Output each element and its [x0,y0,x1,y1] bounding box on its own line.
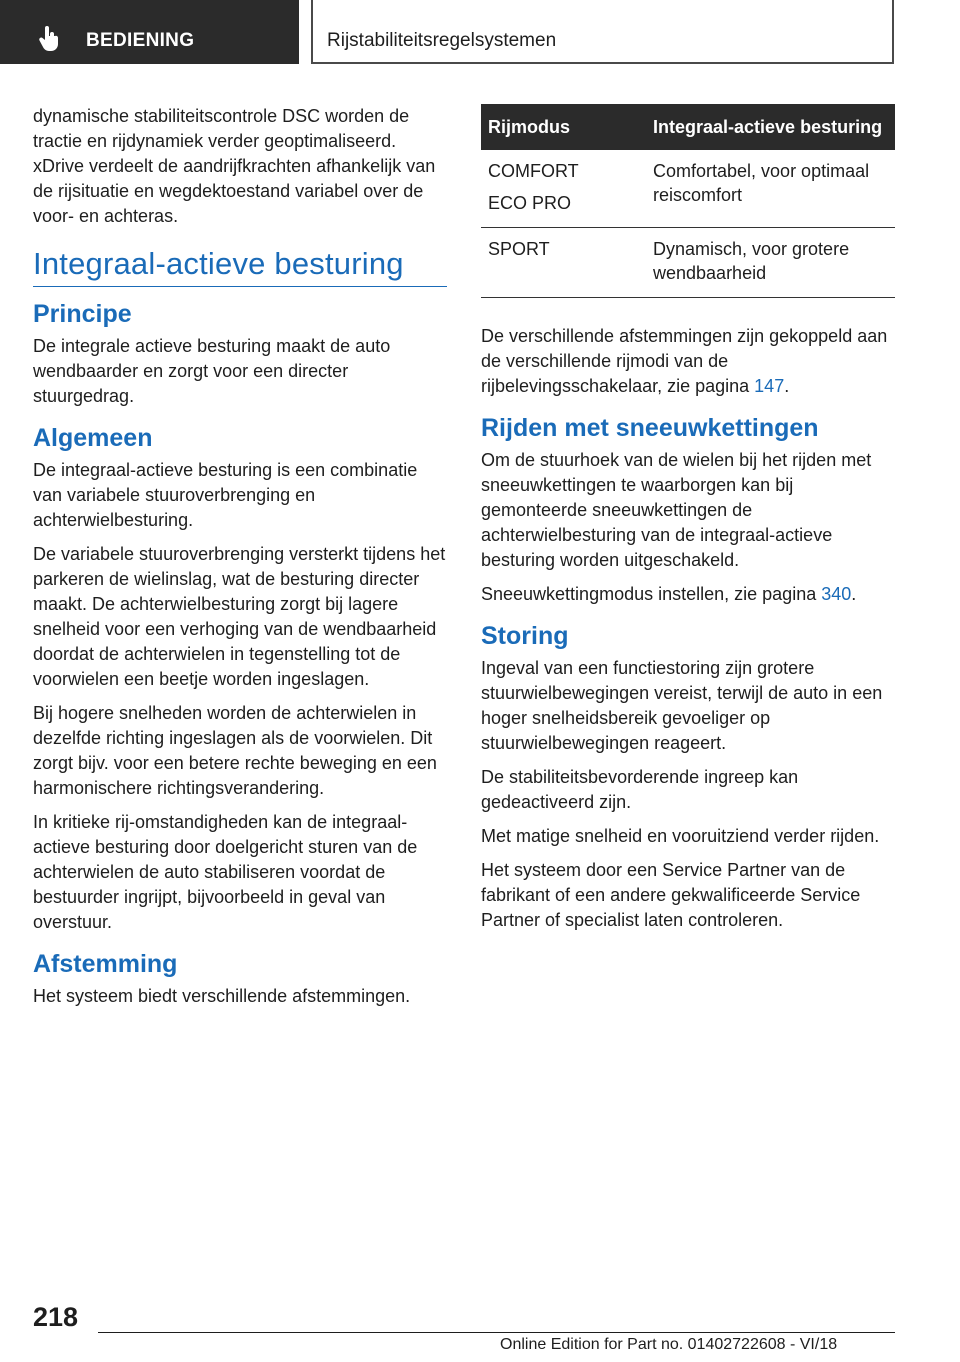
sneeuwkettingen-heading: Rijden met sneeuwkettingen [481,414,819,442]
paragraph-text: De verschillende afstemmingen zijn gekoppeld aan de verschillende rijmodi van de rijbelevingsschakelaar, zie pagina [481,326,888,396]
section-label: BEDIENING [86,30,195,51]
storing-heading: Storing [481,622,569,650]
table-row [481,228,895,298]
sneeuwkettingen-paragraph-2 [481,582,895,607]
storing-paragraph-3: Met matige snelheid en vooruitziend verder rijden. [481,826,880,846]
table-header-steering: Integraal-actieve besturing [646,104,895,150]
table-row [481,150,895,228]
mode-name: ECO PRO [488,193,572,213]
page-link-340[interactable]: 340 [821,584,852,604]
afstemming-link-paragraph [481,324,895,399]
section-tab[interactable] [0,0,299,64]
paragraph-text: Sneeuwkettingmodus instellen, zie pagina [481,584,822,604]
afstemming-paragraph: Het systeem biedt verschillende afstemmingen. [33,986,411,1006]
algemeen-paragraph-2: De variabele stuuroverbrenging versterkt tijdens het parkeren de wielinslag, wat de besturing directer maakt. De achterwielbesturing zorgt bij lagere snelheid voor een verhoging van de wendbaarheid doordat de achterwielen in tegenstelling tot de voorwielen een beetje worden ingeslagen. [33,544,446,689]
principe-heading: Principe [33,300,132,328]
footer-divider [98,1332,895,1333]
mode-name: COMFORT [488,161,579,181]
table-cell-description: Comfortabel, voor optimaal reiscomfort [646,150,895,228]
page-link-147[interactable]: 147 [754,376,785,396]
left-column [33,104,447,1018]
storing-paragraph-2: De stabiliteitsbevorderende ingreep kan gedeactiveerd zijn. [481,767,799,812]
algemeen-heading: Algemeen [33,424,153,452]
page-number: 218 [33,1302,79,1332]
table-cell-description: Dynamisch, voor grotere wendbaarheid [646,228,895,298]
algemeen-paragraph-1: De integraal-actieve besturing is een combinatie van variabele stuuroverbrenging en achterwielbesturing. [33,460,418,530]
mode-name: SPORT [488,239,550,259]
table-header-row [481,104,895,150]
intro-paragraph: dynamische stabiliteitscontrole DSC worden de tractie en rijdynamiek verder geoptimaliseerd. xDrive verdeelt de aandrijfkrachten afhankelijk van de rijsituatie en wegdektoestand variabel over de voor- en achteras. [33,106,436,226]
storing-paragraph-4: Het systeem door een Service Partner van de fabrikant of een andere gekwalificeerde Service Partner of specialist laten controleren. [481,860,861,930]
storing-paragraph-1: Ingeval van een functiestoring zijn grotere stuurwielbewegingen vereist, terwijl de auto in een hoger snelheidsbereik gevoeliger op stuurwielbewegingen reageert. [481,658,883,753]
principe-paragraph: De integrale actieve besturing maakt de auto wendbaarder en zorgt voor een directer stuurgedrag. [33,336,391,406]
page-heading: Integraal-actieve besturing [33,244,447,287]
paragraph-end: . [784,376,790,396]
right-column [481,104,895,942]
mode-table [481,104,895,298]
table-cell-mode [481,150,646,228]
hand-pointer-icon [38,26,62,52]
footer-edition: Online Edition for Part no. 01402722608 - VI/18 [500,1336,838,1353]
sneeuwkettingen-paragraph-1: Om de stuurhoek van de wielen bij het rijden met sneeuwkettingen te waarborgen kan bij gemonteerde sneeuwkettingen de achterwielbesturing van de integraal-actieve besturing worden uitgeschakeld. [481,450,872,570]
table-cell-mode [481,228,646,298]
algemeen-paragraph-4: In kritieke rij-omstandigheden kan de integraal-actieve besturing door doelgericht sturen van de achterwielen de auto stabiliseren voordat de bestuurder ingrijpt, bijvoorbeeld in geval van overstuur. [33,812,418,932]
chapter-title: Rijstabiliteitsregelsystemen [327,30,557,51]
algemeen-paragraph-3: Bij hogere snelheden worden de achterwielen in dezelfde richting ingeslagen als de voorwielen. Dit zorgt bijv. voor een betere rechte beweging en een harmonischere richtingsverandering. [33,703,437,798]
chapter-header [311,0,894,64]
table-header-mode: Rijmodus [481,104,646,150]
paragraph-end: . [851,584,857,604]
afstemming-heading: Afstemming [33,950,178,978]
